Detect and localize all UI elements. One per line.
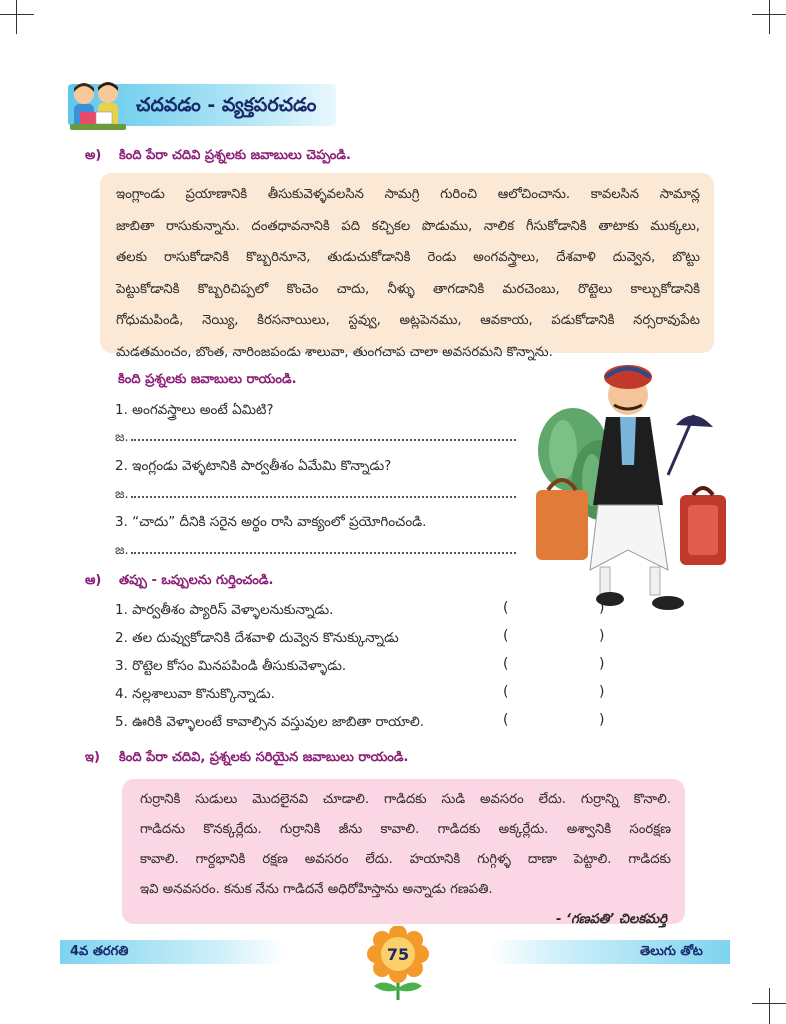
question-2-heading bbox=[85, 573, 273, 591]
answer-dots bbox=[131, 542, 516, 554]
answer-prefix: జ. bbox=[115, 430, 129, 445]
bracket-open: ( bbox=[503, 656, 509, 672]
bracket-close: ) bbox=[599, 712, 605, 728]
crop-mark-tl-v bbox=[16, 0, 17, 34]
bracket-open: ( bbox=[503, 628, 509, 644]
bracket-open: ( bbox=[503, 712, 509, 728]
passage-2-line: గుర్రానికి సుడులు మొదలైనవి చూడాలి. గాడిదకు సుడి అవసరం లేదు. గుర్రాన్ని కొనాలి. bbox=[140, 792, 671, 807]
bracket-open: ( bbox=[503, 600, 509, 616]
true-false-item: 5. ఊరికి వెళ్ళాలంటే కావాల్సిన వస్తువుల జాబితా రాయాలి. bbox=[115, 714, 425, 730]
passage-1-line: మడతమంచం, బొంత, నారింజపండు శాలువా, తుంగచాప చాలా అవసరమని కొన్నాను. bbox=[116, 344, 553, 360]
passage-1-line: తలకు రాసుకోడానికి కొబ్బరినూనె, తుడుచుకోడానికి రెండు అంగవస్త్రాలు, దేశవాళి దువ్వెన, బొట్టు bbox=[116, 250, 700, 265]
question-3-text: కింది పేరా చదివి, ప్రశ్నలకు సరియైన జవాబులు రాయండి. bbox=[119, 750, 409, 765]
crop-mark-br-v bbox=[769, 988, 770, 1024]
bracket-open: ( bbox=[503, 684, 509, 700]
bracket-close: ) bbox=[599, 600, 605, 616]
passage-1-line: గోధుమపిండి, నెయ్యి, కిరసనాయిలు, స్టవ్వు, అట్లపెనము, ఆవకాయ, పడుకోడానికి నర్సరావుపేట bbox=[116, 313, 700, 328]
footer-class-label: 4వ తరగతి bbox=[70, 944, 129, 959]
answer-line[interactable] bbox=[115, 542, 516, 561]
answer-line[interactable] bbox=[115, 429, 516, 448]
true-false-item: 3. రొట్టెల కోసం మినపపిండి తీసుకువెళ్ళాడు. bbox=[115, 658, 347, 674]
section-title: చదవడం - వ్యక్తపరచడం bbox=[136, 94, 317, 116]
page-number-flower bbox=[366, 926, 430, 1006]
answer-questions-heading: కింది ప్రశ్నలకు జవాబులు రాయండి. bbox=[118, 372, 297, 387]
passage-box-1 bbox=[100, 173, 714, 360]
answer-dots bbox=[131, 486, 516, 498]
bracket-close: ) bbox=[599, 656, 605, 672]
bracket-close: ) bbox=[599, 684, 605, 700]
question-1-mark: అ) bbox=[85, 148, 102, 163]
question-3-heading bbox=[85, 750, 408, 768]
passage-1-line: ఇంగ్లాండు ప్రయాణానికి తీసుకువెళ్ళవలసిన సామగ్రి గురించి ఆలోచించాను. కావలసిన సామాన్ల bbox=[116, 187, 700, 202]
passage-2-line: కావాలి. గార్దభానికి రక్షణ అవసరం లేదు. హయానికి గుగ్గిళ్ళ దాణా పెట్టాలి. గాడిదకు bbox=[140, 852, 671, 867]
question-1-heading bbox=[85, 148, 351, 166]
reading-kids-illustration bbox=[66, 78, 130, 134]
crop-mark-tr-v bbox=[769, 0, 770, 34]
question-1-item: 1. అంగవస్త్రాలు అంటే ఏమిటి? bbox=[115, 402, 274, 418]
answer-prefix: జ. bbox=[115, 543, 129, 558]
true-false-item: 1. పార్వతీశం ప్యారిస్ వెళ్ళాలనుకున్నాడు. bbox=[115, 602, 334, 618]
passage-2-line: ఇవి అనవసరం. కనుక నేను గాడిదనే అధిరోహిస్తాను అన్నాడు గణపతి. bbox=[140, 882, 493, 897]
passage-credit: - ‘గణపతి’ చిలకమర్తి bbox=[555, 912, 667, 927]
passage-1-line: పెట్టుకోడానికి కొబ్బరిచిప్పలో కొంచెం చాదు, నీళ్ళు తాగడానికి మరచెంబు, రొట్టెలు కాల్చుకోడానికి bbox=[116, 281, 700, 297]
question-2-mark: ఆ) bbox=[85, 573, 102, 588]
question-1-text: కింది పేరా చదివి ప్రశ్నలకు జవాబులు చెప్పండి. bbox=[119, 148, 351, 163]
answer-line[interactable] bbox=[115, 486, 516, 505]
passage-1-line: జాబితా రాసుకున్నాను. దంతధావనానికి పది కచ్చికల పొడుము, నాలిక గీసుకోడానికి తాటాకు ముక్కలు, bbox=[116, 218, 700, 234]
true-false-item: 4. నల్లశాలువా కొనుక్కొన్నాడు. bbox=[115, 686, 275, 702]
question-2-text: తప్పు - ఒప్పులను గుర్తించండి. bbox=[119, 573, 274, 588]
answer-prefix: జ. bbox=[115, 487, 129, 502]
true-false-item: 2. తల దువ్వుకోడానికి దేశవాళి దువ్వెన కొనుక్కున్నాడు bbox=[115, 630, 399, 646]
crop-mark-tl-h bbox=[0, 14, 34, 15]
question-1-item: 2. ఇంగ్లండు వెళ్ళటానికి పార్వతీశం ఏమేమి కొన్నాడు? bbox=[115, 458, 392, 474]
passage-2-line: గాడిదను కొనక్కర్లేదు. గుర్రానికి జీను కావాలి. గాడిదకు అక్కర్లేదు. అశ్వానికి సంరక్షణ bbox=[140, 822, 671, 837]
passage-box-2 bbox=[122, 779, 685, 927]
footer-book-title: తెలుగు తోట bbox=[640, 944, 703, 959]
answer-dots bbox=[131, 429, 516, 441]
bracket-close: ) bbox=[599, 628, 605, 644]
traveller-illustration bbox=[528, 355, 748, 620]
page-number: 75 bbox=[386, 945, 410, 964]
question-1-item: 3. “చాదు” దీనికి సరైన అర్థం రాసి వాక్యంలో ప్రయోగించండి. bbox=[115, 514, 427, 530]
question-3-mark: ఇ) bbox=[85, 750, 100, 765]
